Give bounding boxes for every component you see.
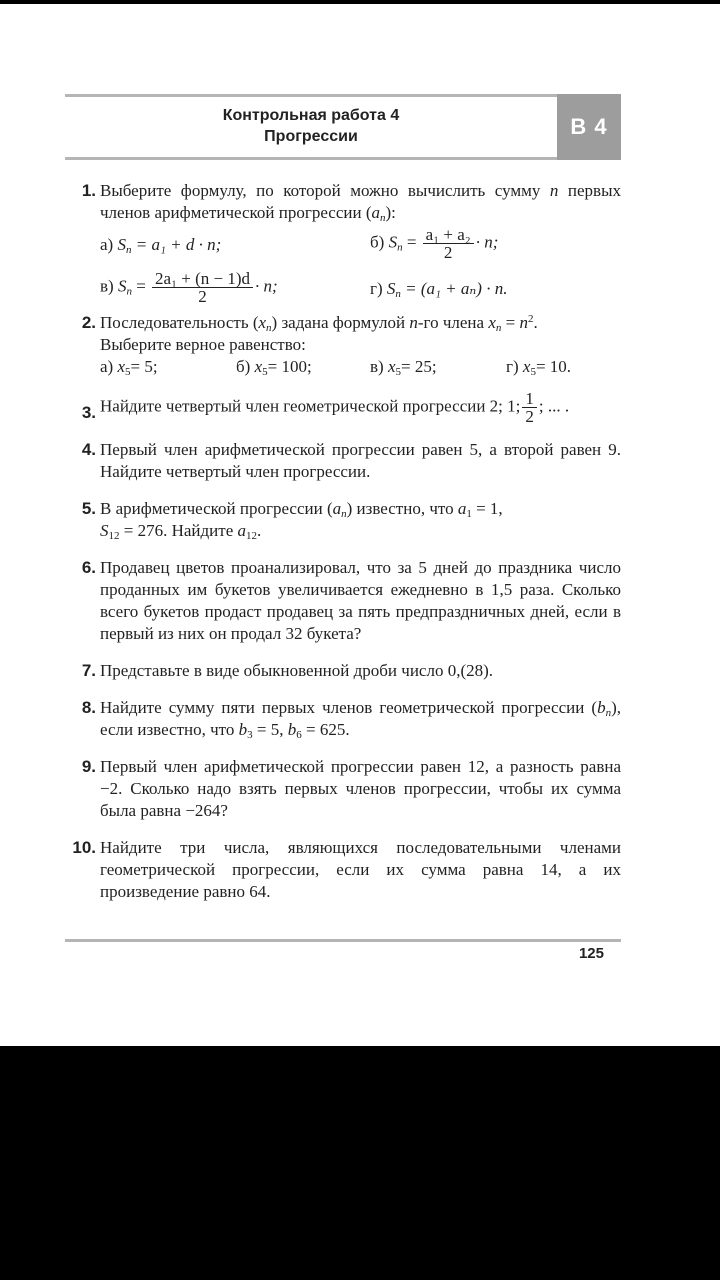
option-g: г) $S_n = (a_1 + a_n) \cdot n$.: [370, 279, 508, 300]
problem-text: Найдите три числа, являющихся последовательными членами геометрической прогрессии, если их сумма равна 14, а их произведение равно 64.: [100, 838, 621, 901]
problem-4: [66, 439, 621, 485]
problem-text: Выберите формулу, по которой можно вычислить сумму n первых членов арифметической прогрессии $(a_n)$:: [100, 181, 622, 224]
problem-2: [66, 312, 621, 382]
problem-text: Найдите сумму пяти первых членов геометрической прогрессии $(b_n)$, если известно, что $b_3 = 5$, $b_6 = 625$.: [100, 698, 621, 741]
option-v: в) $S_n$ = $\frac{\text{2a₁ + (n − 1)d}}{2}$ · n;: [100, 269, 278, 306]
textbook-page: [0, 4, 720, 1046]
problem-text: Первый член арифметической прогрессии равен 12, а разность равна −2. Сколько надо взять первых членов прогрессии, чтобы их сумма была равна −264?: [100, 757, 621, 820]
option-b: б) $x_5= 100$;: [236, 357, 312, 378]
header-subtitle: Прогрессии: [264, 128, 358, 145]
option-a: а) $x_5= 5$;: [100, 357, 158, 378]
problem-number: 1.: [81, 181, 96, 200]
problem-6: [66, 557, 621, 647]
option-b: б) $S_n$ = $\frac{\text{a₁ + a₂}}{2}$ · n;: [370, 225, 499, 262]
problem-number: 10.: [72, 838, 96, 857]
problem-number: 6.: [81, 558, 96, 577]
fraction: $\frac{\text{a₁ + a₂}}{2}$: [423, 226, 474, 261]
problem-9: [66, 756, 621, 824]
option-v: в) $x_5= 25$;: [370, 357, 437, 378]
header-title: Контрольная работа 4: [222, 107, 400, 124]
option-a: а) $S_n = a_1 + d \cdot n$;: [100, 235, 222, 256]
problem-5: [66, 498, 621, 544]
problem-text: В арифметической прогрессии $(a_n)$ известно, что $a_1 = 1$, $S_{12} = 276$. Найдите $a_{12}$.: [100, 499, 503, 542]
fraction: $\frac{1}{2}$: [522, 390, 537, 425]
problem-number: 2.: [81, 313, 96, 332]
variant-badge: B 4: [557, 94, 621, 160]
problem-number: 4.: [81, 440, 96, 459]
problem-3: [66, 390, 621, 434]
problem-number: 9.: [81, 757, 96, 776]
problem-number: 7.: [81, 661, 96, 680]
problem-7: [66, 660, 621, 684]
page-header: [65, 94, 557, 160]
problem-10: [66, 837, 621, 905]
problem-number: 3.: [81, 403, 96, 422]
problem-number: 5.: [81, 499, 96, 518]
problem-text: Последовательность $(x_n)$ задана формулой n-го члена $x_n = n^2$. Выберите верное равенство:: [100, 313, 538, 354]
problem-text: Первый член арифметической прогрессии равен 5, а второй равен 9. Найдите четвертый член прогрессии.: [100, 440, 621, 481]
fraction: $\frac{\text{2a₁ + (n − 1)d}}{2}$: [152, 270, 253, 305]
page-number: 125: [578, 945, 604, 962]
option-g: г) $x_5= 10$.: [506, 357, 572, 378]
problem-text: Продавец цветов проанализировал, что за 5 дней до праздника число проданных им букетов увеличивается ежедневно в 1,5 раза. Сколько всего букетов продаст продавец за пять предпраздничных дней, если в первый из них он продал 32 букета?: [100, 558, 621, 643]
problem-text: Представьте в виде обыкновенной дроби число 0,(28).: [100, 661, 494, 680]
problem-1: [66, 180, 621, 310]
footer-divider: [65, 939, 621, 942]
problem-text: Найдите четвертый член геометрической прогрессии 2; 1; $\frac{1}{2}$ ; ... .: [100, 389, 570, 426]
problem-number: 8.: [81, 698, 96, 717]
problem-8: [66, 697, 621, 743]
